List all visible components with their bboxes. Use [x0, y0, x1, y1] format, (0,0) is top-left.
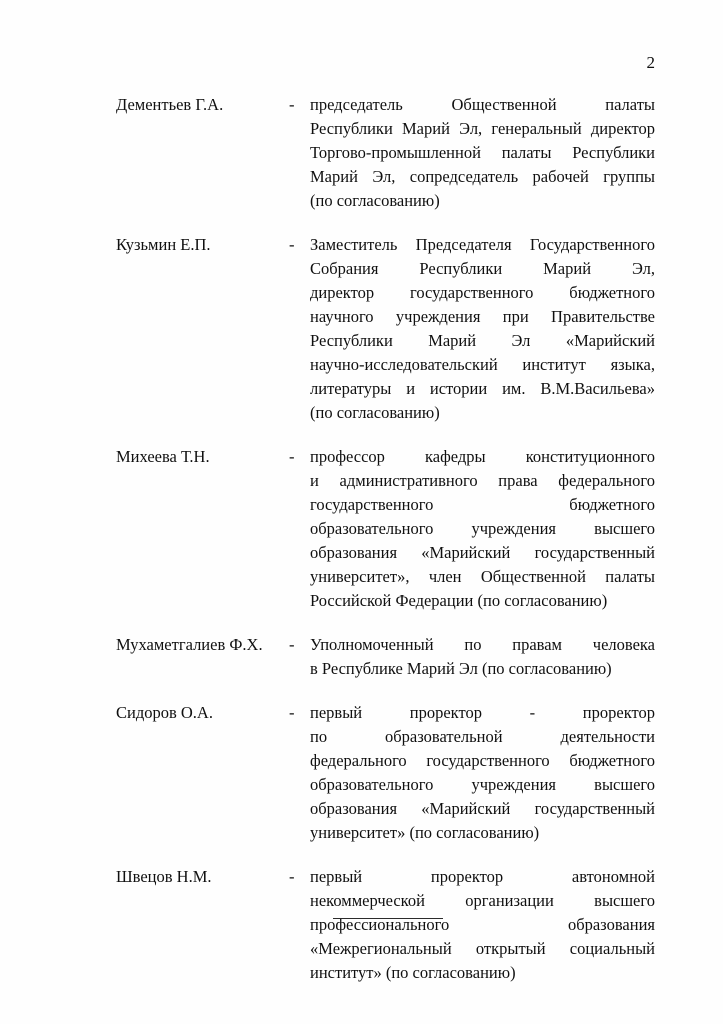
description-line: и административного права федерального: [310, 471, 655, 490]
description-line: Торгово-промышленной палаты Республики: [310, 143, 655, 162]
description-line: Собрания Республики Марий Эл,: [310, 259, 655, 278]
member-separator-dash: -: [289, 95, 295, 114]
member-description: [310, 633, 655, 681]
description-line: председатель Общественной палаты: [310, 95, 655, 114]
description-line: образовательного учреждения высшего: [310, 519, 655, 538]
description-line: университет» (по согласованию): [310, 823, 540, 842]
member-description: [310, 865, 655, 985]
member-separator-dash: -: [289, 235, 295, 254]
description-line: профессор кафедры конституционного: [310, 447, 655, 466]
member-list: [116, 93, 655, 1005]
member-name: Мухаметгалиев Ф.Х.: [116, 635, 263, 654]
member-name: Швецов Н.М.: [116, 867, 212, 886]
description-line: научно-исследовательский институт языка,: [310, 355, 655, 374]
member-separator-dash: -: [289, 635, 295, 654]
description-line: первый проректор - проректор: [310, 703, 655, 722]
description-line: образовательного учреждения высшего: [310, 775, 655, 794]
description-line: некоммерческой организации высшего: [310, 891, 655, 910]
member-description: [310, 233, 655, 425]
description-line: Марий Эл, сопредседатель рабочей группы: [310, 167, 655, 186]
description-line: «Межрегиональный открытый социальный: [310, 939, 655, 958]
member-entry: [116, 93, 655, 213]
page-number: 2: [646, 53, 655, 72]
description-line: (по согласованию): [310, 403, 440, 422]
description-line: Республики Марий Эл «Марийский: [310, 331, 655, 350]
member-separator-dash: -: [289, 447, 295, 466]
description-line: директор государственного бюджетного: [310, 283, 655, 302]
member-entry: [116, 233, 655, 425]
member-name: Кузьмин Е.П.: [116, 235, 211, 254]
description-line: институт» (по согласованию): [310, 963, 516, 982]
description-line: Республики Марий Эл, генеральный директор: [310, 119, 655, 138]
description-line: государственного бюджетного: [310, 495, 655, 514]
description-line: в Республике Марий Эл (по согласованию): [310, 659, 612, 678]
member-description: [310, 445, 655, 613]
member-separator-dash: -: [289, 703, 295, 722]
description-line: университет», член Общественной палаты: [310, 567, 655, 586]
description-line: по образовательной деятельности: [310, 727, 655, 746]
member-description: [310, 93, 655, 213]
member-name: Дементьев Г.А.: [116, 95, 224, 114]
member-separator-dash: -: [289, 867, 295, 886]
description-line: первый проректор автономной: [310, 867, 655, 886]
member-name: Михеева Т.Н.: [116, 447, 210, 466]
description-line: образования «Марийский государственный: [310, 543, 655, 562]
member-description: [310, 701, 655, 845]
description-line: Российской Федерации (по согласованию): [310, 591, 608, 610]
member-entry: [116, 445, 655, 613]
member-entry: [116, 633, 655, 681]
footer-divider-rule: [333, 918, 443, 919]
member-entry: [116, 865, 655, 985]
description-line: научного учреждения при Правительстве: [310, 307, 655, 326]
description-line: Заместитель Председателя Государственного: [310, 235, 655, 254]
description-line: образования «Марийский государственный: [310, 799, 655, 818]
description-line: профессионального образования: [310, 915, 655, 934]
description-line: (по согласованию): [310, 191, 440, 210]
description-line: Уполномоченный по правам человека: [310, 635, 655, 654]
description-line: федерального государственного бюджетного: [310, 751, 655, 770]
member-entry: [116, 701, 655, 845]
description-line: литературы и истории им. В.М.Васильева»: [310, 379, 655, 398]
member-name: Сидоров О.А.: [116, 703, 213, 722]
